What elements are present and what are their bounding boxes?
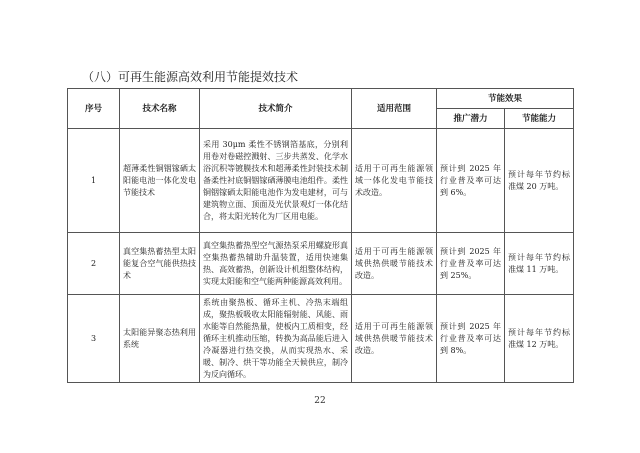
row-scope: 适用于可再生能源领域供热供暖节能技术改造。	[352, 233, 437, 295]
table-row	[68, 233, 574, 295]
header-intro: 技术简介	[200, 89, 352, 129]
header-name: 技术名称	[120, 89, 200, 129]
header-row	[68, 89, 574, 109]
header-effect: 节能效果	[437, 89, 574, 109]
row-index: 3	[68, 295, 120, 383]
row-name: 超薄柔性铜铟镓硒太阳能电池一体化发电节能技术	[120, 129, 200, 233]
row-capacity: 预计每年节约标准煤 11 万吨。	[505, 233, 574, 295]
technology-table	[67, 88, 574, 383]
row-potential: 预计到 2025 年行业普及率可达到 25%。	[437, 233, 505, 295]
row-index: 1	[68, 129, 120, 233]
header-capacity: 节能能力	[505, 109, 574, 129]
page-number: 22	[314, 396, 326, 406]
section-title: （八）可再生能源高效利用节能提效技术	[82, 70, 299, 84]
row-capacity: 预计每年节约标准煤 20 万吨。	[505, 129, 574, 233]
row-intro: 系统由聚热板、循环主机、冷热末端组成，聚热板吸收太阳能辐射能、风能、雨水能等自然能热量，使板内工质相变，经循环主机推动压缩，转换为高品能后进入冷凝器进行热交换，从而实现热水、采暖、制冷、烘干等功能全天候供应，制冷为反向循环。	[200, 295, 352, 383]
table-row	[68, 295, 574, 383]
row-scope: 适用于可再生能源领域供热供暖节能技术改造。	[352, 295, 437, 383]
row-name: 太阳能异聚态热利用系统	[120, 295, 200, 383]
header-index: 序号	[68, 89, 120, 129]
row-intro: 采用 30μm 柔性不锈钢箔基底，分别利用卷对卷磁控溅射、三步共蒸发、化学水浴沉积等镀膜技术和超薄柔性封装技术制备柔性衬底铜铟镓硒薄膜电池组件。柔性铜铟镓硒太阳能电池作为发电建材，可与建筑物立面、顶面及光伏景观灯一体化结合，将太阳光转化为厂区用电能。	[200, 129, 352, 233]
row-capacity: 预计每年节约标准煤 12 万吨。	[505, 295, 574, 383]
header-scope: 适用范围	[352, 89, 437, 129]
row-scope: 适用于可再生能源领域一体化发电节能技术改造。	[352, 129, 437, 233]
row-potential: 预计到 2025 年行业普及率可达到 6%。	[437, 129, 505, 233]
table-row	[68, 129, 574, 233]
row-potential: 预计到 2025 年行业普及率可达到 8%。	[437, 295, 505, 383]
row-index: 2	[68, 233, 120, 295]
header-potential: 推广潜力	[437, 109, 505, 129]
row-intro: 真空集热蓄热型空气源热泵采用螺旋形真空集热蓄热辅助升温装置，适用快速集热、高效蓄热，创新设计机组整体结构，实现太阳能和空气能两种能源高效利用。	[200, 233, 352, 295]
row-name: 真空集热蓄热型太阳能复合空气能供热技术	[120, 233, 200, 295]
